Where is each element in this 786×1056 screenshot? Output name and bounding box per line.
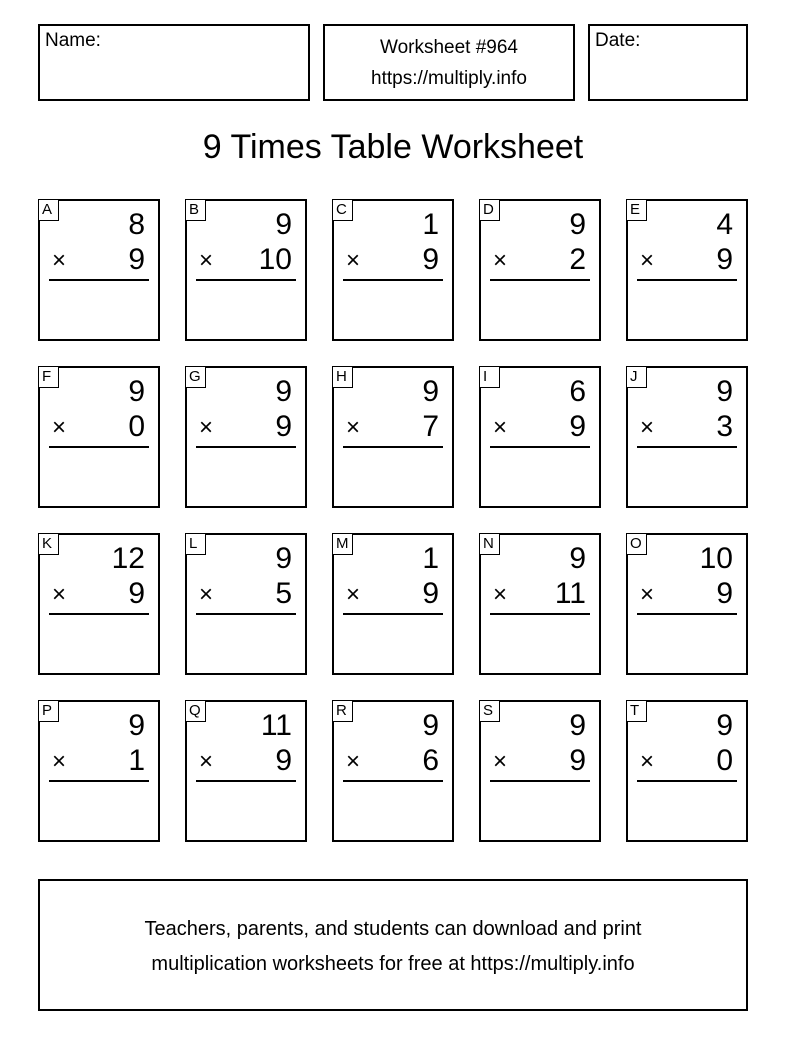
- problem-letter: R: [332, 700, 353, 722]
- problem-letter: F: [38, 366, 59, 388]
- answer-line: [343, 780, 443, 782]
- multiply-sign: ×: [346, 414, 361, 441]
- answer-line: [343, 446, 443, 448]
- answer-line: [637, 613, 737, 615]
- multiply-sign: ×: [493, 581, 508, 608]
- problem-bottom-number: 9: [422, 243, 439, 276]
- multiply-sign: ×: [640, 748, 655, 775]
- problem-bottom-number: 9: [422, 577, 439, 610]
- problem-card-i: [479, 366, 601, 508]
- problem-letter: P: [38, 700, 59, 722]
- multiply-sign: ×: [199, 414, 214, 441]
- problem-bottom-number: 11: [554, 577, 586, 610]
- problem-bottom-number: 2: [569, 243, 586, 276]
- problem-bottom-number: 9: [275, 744, 292, 777]
- problem-bottom-number: 9: [275, 410, 292, 443]
- problem-letter: A: [38, 199, 59, 221]
- footer-line-2: multiplication worksheets for free at https://multiply.info: [151, 953, 635, 975]
- problem-letter: N: [479, 533, 500, 555]
- problem-card-b: [185, 199, 307, 341]
- answer-line: [343, 279, 443, 281]
- problem-top-number: 1: [422, 542, 439, 575]
- date-field-box[interactable]: [588, 24, 748, 101]
- problem-card-e: [626, 199, 748, 341]
- problem-card-q: [185, 700, 307, 842]
- problem-top-number: 4: [716, 208, 733, 241]
- footer-box: [38, 879, 748, 1011]
- problem-bottom-number: 1: [128, 744, 145, 777]
- answer-line: [196, 279, 296, 281]
- problem-top-number: 9: [569, 542, 586, 575]
- multiply-sign: ×: [493, 414, 508, 441]
- answer-line: [490, 780, 590, 782]
- problem-top-number: 12: [111, 542, 145, 575]
- problem-bottom-number: 9: [128, 577, 145, 610]
- problem-letter: I: [479, 366, 500, 388]
- problem-card-j: [626, 366, 748, 508]
- problem-top-number: 9: [422, 375, 439, 408]
- problem-card-n: [479, 533, 601, 675]
- problem-card-o: [626, 533, 748, 675]
- problem-bottom-number: 9: [569, 744, 586, 777]
- answer-line: [490, 613, 590, 615]
- multiply-sign: ×: [52, 414, 67, 441]
- problem-card-g: [185, 366, 307, 508]
- problem-top-number: 11: [260, 709, 292, 742]
- problem-card-h: [332, 366, 454, 508]
- problem-top-number: 10: [699, 542, 733, 575]
- problem-top-number: 9: [128, 375, 145, 408]
- problem-top-number: 9: [569, 709, 586, 742]
- problem-grid: [38, 199, 748, 842]
- problem-letter: E: [626, 199, 647, 221]
- multiply-sign: ×: [493, 247, 508, 274]
- problem-card-k: [38, 533, 160, 675]
- problem-bottom-number: 7: [422, 410, 439, 443]
- answer-line: [343, 613, 443, 615]
- problem-top-number: 6: [569, 375, 586, 408]
- problem-card-t: [626, 700, 748, 842]
- problem-top-number: 8: [128, 208, 145, 241]
- problem-letter: T: [626, 700, 647, 722]
- multiply-sign: ×: [640, 247, 655, 274]
- problem-bottom-number: 9: [128, 243, 145, 276]
- name-field-box[interactable]: [38, 24, 310, 101]
- multiply-sign: ×: [199, 748, 214, 775]
- multiply-sign: ×: [346, 247, 361, 274]
- problem-bottom-number: 9: [569, 410, 586, 443]
- problem-bottom-number: 0: [716, 744, 733, 777]
- multiply-sign: ×: [640, 414, 655, 441]
- answer-line: [49, 446, 149, 448]
- problem-letter: K: [38, 533, 59, 555]
- problem-letter: S: [479, 700, 500, 722]
- problem-card-d: [479, 199, 601, 341]
- problem-top-number: 9: [569, 208, 586, 241]
- problem-bottom-number: 6: [422, 744, 439, 777]
- footer-line-1: Teachers, parents, and students can download and print: [144, 918, 642, 940]
- answer-line: [490, 279, 590, 281]
- problem-top-number: 9: [275, 542, 292, 575]
- problem-card-r: [332, 700, 454, 842]
- worksheet-number: Worksheet #964: [379, 37, 518, 58]
- answer-line: [49, 279, 149, 281]
- problem-letter: J: [626, 366, 647, 388]
- multiply-sign: ×: [52, 748, 67, 775]
- problem-top-number: 9: [422, 709, 439, 742]
- problem-bottom-number: 3: [716, 410, 733, 443]
- problem-bottom-number: 0: [128, 410, 145, 443]
- problem-letter: L: [185, 533, 206, 555]
- problem-card-s: [479, 700, 601, 842]
- footer-text: [40, 912, 746, 982]
- date-label: Date:: [595, 30, 641, 51]
- problem-letter: B: [185, 199, 206, 221]
- answer-line: [196, 446, 296, 448]
- problem-letter: G: [185, 366, 206, 388]
- problem-card-m: [332, 533, 454, 675]
- page-title: 9 Times Table Worksheet: [202, 128, 584, 166]
- multiply-sign: ×: [52, 581, 67, 608]
- multiply-sign: ×: [640, 581, 655, 608]
- multiply-sign: ×: [346, 581, 361, 608]
- problem-top-number: 9: [275, 208, 292, 241]
- name-label: Name:: [45, 30, 101, 51]
- multiply-sign: ×: [493, 748, 508, 775]
- answer-line: [196, 613, 296, 615]
- problem-card-c: [332, 199, 454, 341]
- answer-line: [490, 446, 590, 448]
- problem-top-number: 1: [422, 208, 439, 241]
- problem-card-l: [185, 533, 307, 675]
- problem-card-f: [38, 366, 160, 508]
- problem-top-number: 9: [716, 709, 733, 742]
- problem-letter: O: [626, 533, 647, 555]
- multiply-sign: ×: [199, 581, 214, 608]
- answer-line: [637, 279, 737, 281]
- problem-letter: H: [332, 366, 353, 388]
- answer-line: [49, 613, 149, 615]
- multiply-sign: ×: [199, 247, 214, 274]
- problem-bottom-number: 9: [716, 577, 733, 610]
- answer-line: [196, 780, 296, 782]
- answer-line: [637, 780, 737, 782]
- multiply-sign: ×: [52, 247, 67, 274]
- problem-letter: C: [332, 199, 353, 221]
- worksheet-url: https://multiply.info: [371, 68, 527, 89]
- problem-bottom-number: 10: [258, 243, 292, 276]
- problem-top-number: 9: [275, 375, 292, 408]
- answer-line: [637, 446, 737, 448]
- problem-letter: Q: [185, 700, 206, 722]
- problem-card-a: [38, 199, 160, 341]
- problem-letter: D: [479, 199, 500, 221]
- multiply-sign: ×: [346, 748, 361, 775]
- answer-line: [49, 780, 149, 782]
- problem-bottom-number: 5: [275, 577, 292, 610]
- problem-top-number: 9: [128, 709, 145, 742]
- problem-card-p: [38, 700, 160, 842]
- problem-bottom-number: 9: [716, 243, 733, 276]
- problem-top-number: 9: [716, 375, 733, 408]
- worksheet-info-box: [323, 24, 575, 101]
- problem-letter: M: [332, 533, 353, 555]
